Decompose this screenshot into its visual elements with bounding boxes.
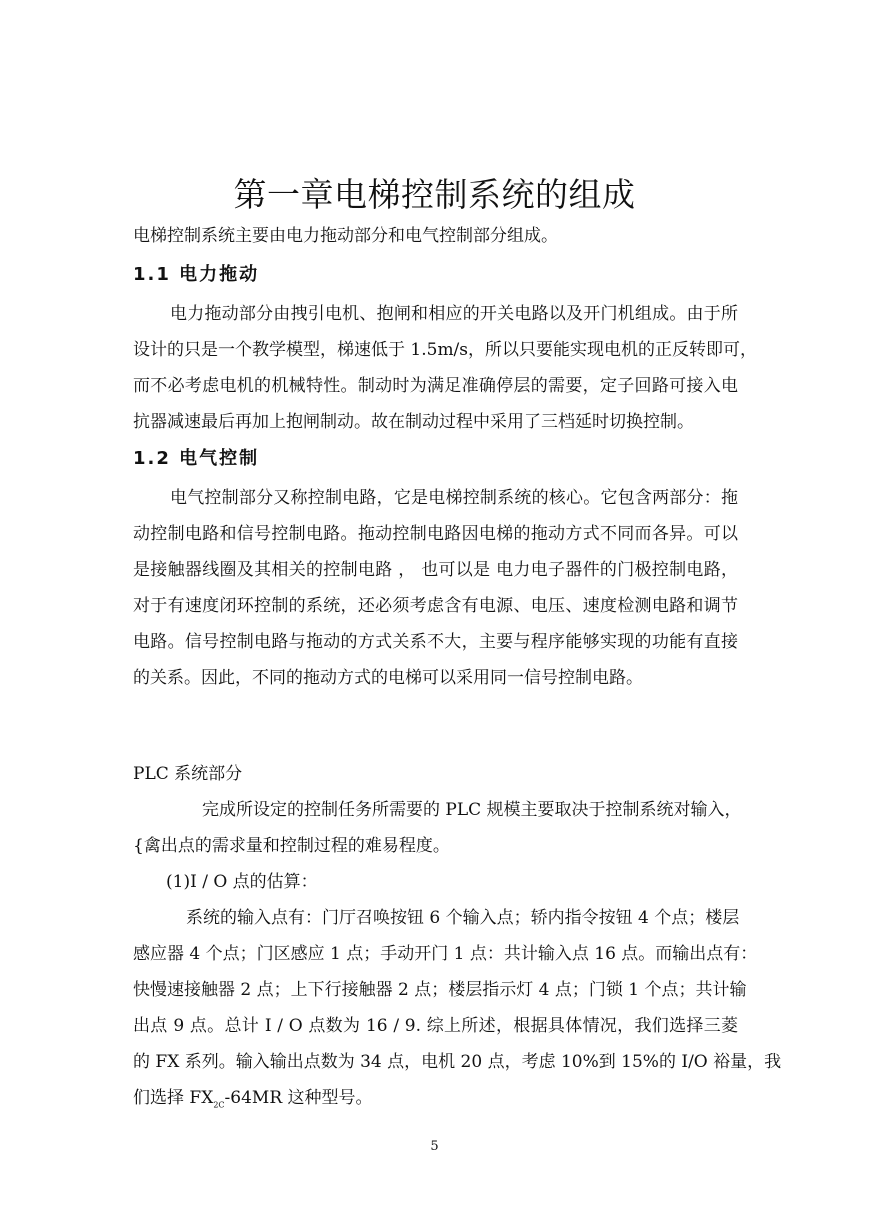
section2-line-3: 是接触器线圈及其相关的控制电路 ， 也可以是 电力电子器件的门极控制电路， [133,560,738,580]
chapter-title: 第一章电梯控制系统的组成 [233,175,636,214]
io-line-6-after: -64MR 这种型号。 [224,1088,373,1108]
io-line-4: 出点 9 点。总计 I / O 点数为 16 / 9. 综上所述，根据具体情况，我们选择三菱 [133,1016,738,1036]
section-heading-1-2: 1.2 电气控制 [133,448,260,469]
section1-line-4: 抗器减速最后再加上抱闸制动。故在制动过程中采用了三档延时切换控制。 [133,412,694,432]
section2-line-4: 对于有速度闭环控制的系统，还必须考虑含有电源、电压、速度检测电路和调节 [133,596,738,616]
section1-line-3: 而不必考虑电机的机械特性。制动时为满足准确停层的需要，定子回路可接入电 [133,376,738,396]
plc-heading: PLC 系统部分 [133,764,243,784]
io-line-6 [133,1086,373,1117]
page-number: 5 [430,1139,439,1154]
section-heading-1-1: 1.1 电力拖动 [133,264,260,285]
io-line-6-before: 们选择 FX [133,1088,214,1108]
io-line-1: 系统的输入点有：门厅召唤按钮 6 个输入点；轿内指令按钮 4 个点；楼层 [186,908,740,928]
intro-paragraph: 电梯控制系统主要由电力拖动部分和电气控制部分组成。 [133,226,558,246]
section2-line-5: 电路。信号控制电路与拖动的方式关系不大，主要与程序能够实现的功能有直接 [133,632,738,652]
io-line-5: 的 FX 系列。输入输出点数为 34 点，电机 20 点，考虑 10%到 15%的 I/O 裕量，我 [133,1052,782,1072]
section1-line-1: 电力拖动部分由拽引电机、抱闸和相应的开关电路以及开门机组成。由于所 [170,304,738,324]
model-subscript: 2C [213,1100,225,1110]
plc-line-2: {禽出点的需求量和控制过程的难易程度。 [133,836,450,856]
plc-line-1: 完成所设定的控制任务所需要的 PLC 规模主要取决于控制系统对输入， [202,800,742,820]
io-line-3: 快慢速接触器 2 点；上下行接触器 2 点；楼层指示灯 4 点；门锁 1 个点；共计输 [133,980,747,1000]
section2-line-1: 电气控制部分又称控制电路，它是电梯控制系统的核心。它包含两部分：拖 [170,488,738,508]
io-line-2: 感应器 4 个点；门区感应 1 点；手动开门 1 点：共计输入点 16 点。而输出点有： [133,944,758,964]
io-estimate-heading: (1)I / O 点的估算： [166,872,318,892]
section2-line-6: 的关系。因此，不同的拖动方式的电梯可以采用同一信号控制电路。 [133,668,643,688]
section1-line-2: 设计的只是一个教学模型，梯速低于 1.5m/s，所以只要能实现电机的正反转即可， [133,340,758,360]
section2-line-2: 动控制电路和信号控制电路。拖动控制电路因电梯的拖动方式不同而各异。可以 [133,524,738,544]
